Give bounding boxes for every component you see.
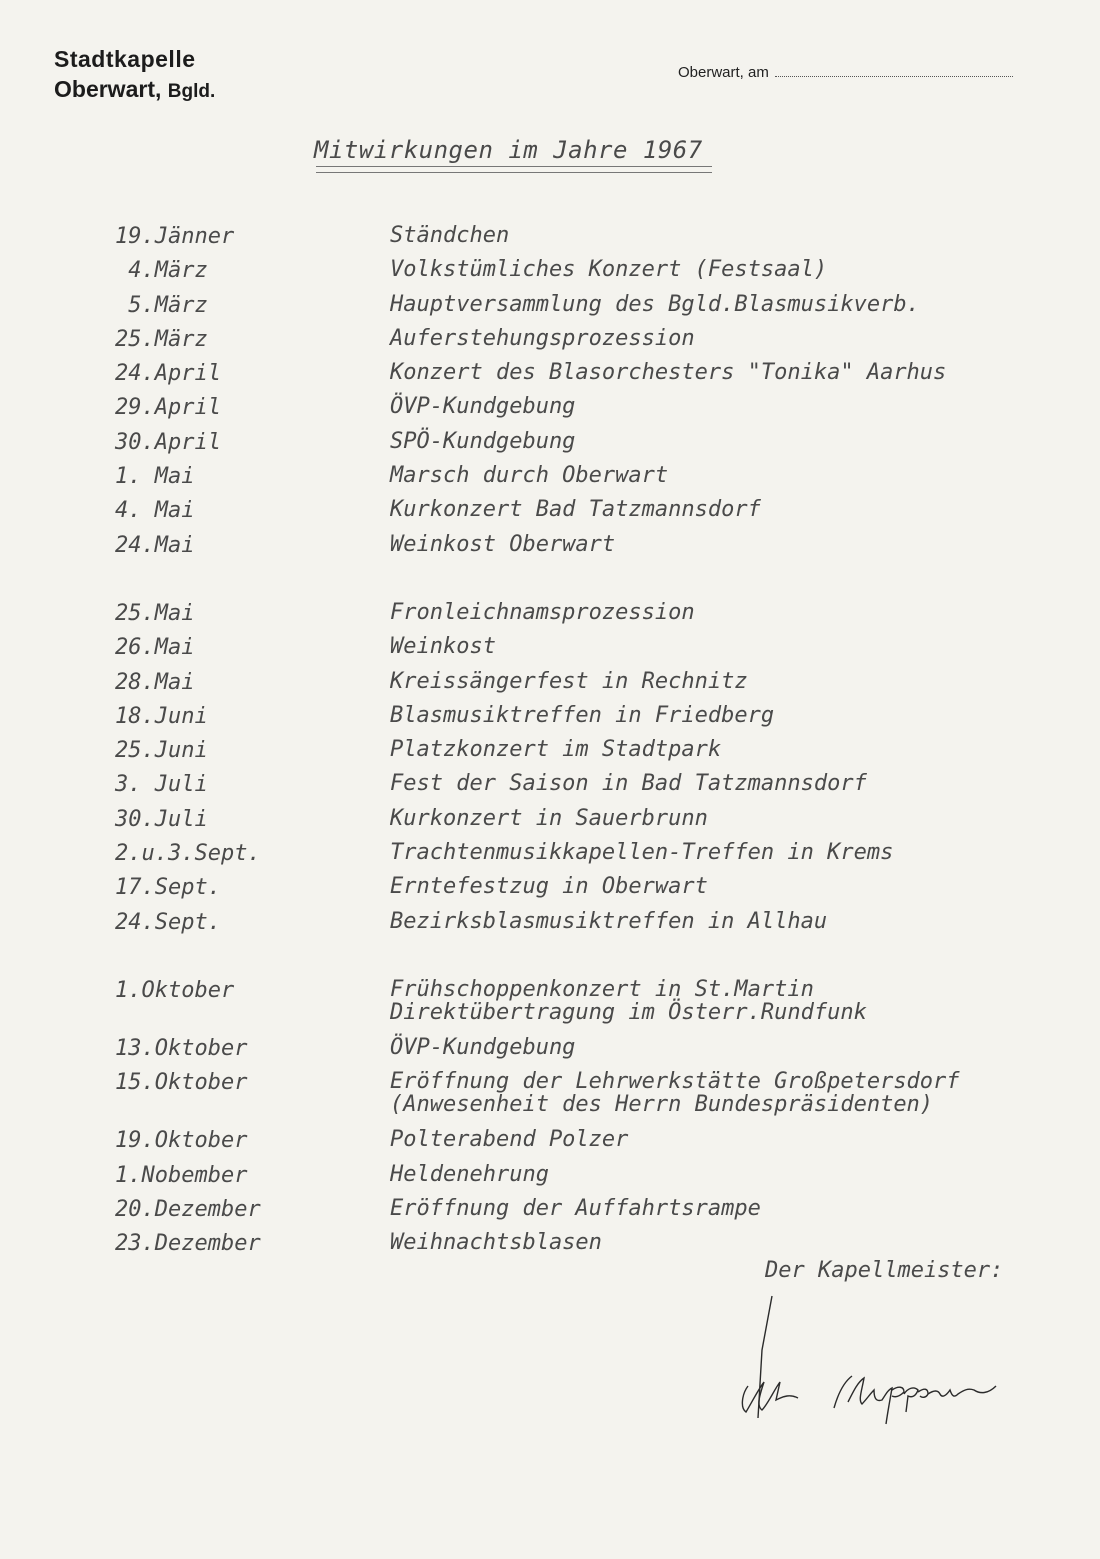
list-item xyxy=(0,430,1100,464)
entry-event xyxy=(390,910,1080,933)
entry-event-text: Frühschoppenkonzert in St.Martin xyxy=(390,976,814,1002)
list-item xyxy=(0,772,1100,806)
entry-event-text: Konzert des Blasorchesters "Tonika" Aarhus xyxy=(390,360,947,386)
entry-event-text: ÖVP-Kundgebung xyxy=(390,394,576,420)
entry-event xyxy=(390,738,1080,761)
entry-event-text-line2: (Anwesenheit des Herrn Bundespräsidenten) xyxy=(390,1092,934,1118)
list-item xyxy=(0,738,1100,772)
list-item xyxy=(0,258,1100,292)
entry-date: 30.April xyxy=(115,429,221,455)
list-item xyxy=(0,1197,1100,1231)
list-item xyxy=(0,1128,1100,1162)
entry-date: 25.Mai xyxy=(115,600,195,626)
entry-event xyxy=(390,395,1080,418)
entry-event-text: Kurkonzert in Sauerbrunn xyxy=(390,805,708,831)
entry-event-text: SPÖ-Kundgebung xyxy=(390,428,576,454)
entry-event-text: ÖVP-Kundgebung xyxy=(390,1034,576,1060)
entry-event-text: Weinkost Oberwart xyxy=(390,531,616,557)
list-item xyxy=(0,464,1100,498)
entry-event-text: Heldenehrung xyxy=(390,1161,549,1187)
list-item xyxy=(0,704,1100,738)
entry-event-text: Hauptversammlung des Bgld.Blasmusikverb. xyxy=(390,291,920,317)
entry-date: 30.Juli xyxy=(115,806,208,832)
letterhead xyxy=(54,44,215,107)
entry-date: 17.Sept. xyxy=(115,875,221,901)
entry-event xyxy=(390,841,1080,864)
entry-date: 3. Juli xyxy=(115,772,208,798)
letterhead-org-place xyxy=(54,74,215,107)
date-blank-line xyxy=(775,66,1013,77)
entry-event-text: Platzkonzert im Stadtpark xyxy=(390,737,722,763)
list-item xyxy=(0,361,1100,395)
entry-date: 1.Nobember xyxy=(115,1162,248,1188)
entry-date: 4. Mai xyxy=(115,498,195,524)
entry-date: 1. Mai xyxy=(115,464,195,490)
list-item xyxy=(0,635,1100,669)
entry-event xyxy=(390,498,1080,521)
entry-event-text: Eröffnung der Auffahrtsrampe xyxy=(390,1195,761,1221)
entry-event xyxy=(390,1128,1080,1151)
entry-date: 24.Sept. xyxy=(115,909,221,935)
entry-event xyxy=(390,1036,1080,1059)
entry-event xyxy=(390,258,1080,281)
letterhead-town: Oberwart, xyxy=(54,76,162,102)
document-title: Mitwirkungen im Jahre 1967 xyxy=(314,136,703,164)
entry-event-text: Trachtenmusikkapellen-Treffen in Krems xyxy=(390,840,894,866)
entry-event-text: Fest der Saison in Bad Tatzmannsdorf xyxy=(390,771,867,797)
entry-event-text: Auferstehungsprozession xyxy=(390,325,695,351)
entry-event xyxy=(390,327,1080,350)
performance-list xyxy=(0,224,1100,1265)
list-item xyxy=(0,978,1100,1036)
entry-date: 13.Oktober xyxy=(115,1035,248,1061)
entry-event-text-line2: Direktübertragung im Österr.Rundfunk xyxy=(390,999,867,1025)
entry-event xyxy=(390,978,1080,1024)
list-item xyxy=(0,224,1100,258)
list-item xyxy=(0,807,1100,841)
entry-event xyxy=(390,1197,1080,1220)
entry-event-text: Erntefestzug in Oberwart xyxy=(390,874,708,900)
list-item xyxy=(0,1163,1100,1197)
entry-event xyxy=(390,670,1080,693)
list-item xyxy=(0,1070,1100,1128)
list-item xyxy=(0,841,1100,875)
list-item xyxy=(0,601,1100,635)
entry-date: 25.Juni xyxy=(115,738,208,764)
list-item xyxy=(0,1036,1100,1070)
entry-event-text: Ständchen xyxy=(390,223,510,248)
entry-date: 25.März xyxy=(115,326,208,352)
list-item xyxy=(0,327,1100,361)
title-double-underline xyxy=(316,166,712,173)
entry-date: 23.Dezember xyxy=(115,1231,261,1257)
letterhead-org-name: Stadtkapelle xyxy=(54,46,196,72)
list-item xyxy=(0,670,1100,704)
entry-date: 19.Jänner xyxy=(115,224,235,249)
entry-event xyxy=(390,1231,1080,1254)
entry-event xyxy=(390,224,1080,247)
entry-event-text: Fronleichnamsprozession xyxy=(390,599,695,625)
entry-event xyxy=(390,635,1080,658)
place-date-label: Oberwart, am xyxy=(678,64,769,81)
entry-event xyxy=(390,875,1080,898)
entry-event-text: Bezirksblasmusiktreffen in Allhau xyxy=(390,908,828,934)
entry-date: 4.März xyxy=(115,258,208,284)
entry-event xyxy=(390,1163,1080,1186)
entry-event-text: Blasmusiktreffen in Friedberg xyxy=(390,702,775,728)
list-item xyxy=(0,395,1100,429)
entry-date: 26.Mai xyxy=(115,635,195,661)
entry-event xyxy=(390,704,1080,727)
entry-event-text: Weihnachtsblasen xyxy=(390,1230,602,1256)
closing-signature-label: Der Kapellmeister: xyxy=(765,1258,1004,1283)
entry-event xyxy=(390,533,1080,556)
entry-event-text: Weinkost xyxy=(390,634,496,660)
list-item xyxy=(0,293,1100,327)
entry-event xyxy=(390,293,1080,316)
place-date-line xyxy=(678,64,1013,81)
entry-date: 28.Mai xyxy=(115,669,195,695)
entry-date: 18.Juni xyxy=(115,703,208,729)
entry-event xyxy=(390,772,1080,795)
letterhead-region: Bgld. xyxy=(167,81,216,102)
entry-event-text: Kreissängerfest in Rechnitz xyxy=(390,668,748,694)
entry-date: 24.Mai xyxy=(115,532,195,558)
entry-event xyxy=(390,464,1080,487)
list-item xyxy=(0,875,1100,909)
list-item xyxy=(0,498,1100,532)
entry-date: 24.April xyxy=(115,361,221,387)
entry-date: 19.Oktober xyxy=(115,1128,248,1154)
list-item xyxy=(0,910,1100,944)
entry-date: 29.April xyxy=(115,395,221,421)
entry-event xyxy=(390,361,1080,384)
entry-event xyxy=(390,1070,1080,1116)
entry-date: 15.Oktober xyxy=(115,1070,248,1096)
entry-date: 2.u.3.Sept. xyxy=(115,841,261,867)
entry-event xyxy=(390,430,1080,453)
entry-event-text: Kurkonzert Bad Tatzmannsdorf xyxy=(390,497,761,523)
signature-icon xyxy=(728,1290,1028,1430)
entry-date: 20.Dezember xyxy=(115,1196,261,1222)
entry-date: 1.Oktober xyxy=(115,977,235,1003)
list-item xyxy=(0,533,1100,567)
entry-event-text: Polterabend Polzer xyxy=(390,1127,629,1153)
entry-event-text: Marsch durch Oberwart xyxy=(390,463,669,489)
entry-event-text: Volkstümliches Konzert (Festsaal) xyxy=(390,257,828,283)
entry-event-text: Eröffnung der Lehrwerkstätte Großpetersdorf xyxy=(390,1069,960,1095)
entry-event xyxy=(390,601,1080,624)
entry-date: 5.März xyxy=(115,292,208,318)
entry-event xyxy=(390,807,1080,830)
